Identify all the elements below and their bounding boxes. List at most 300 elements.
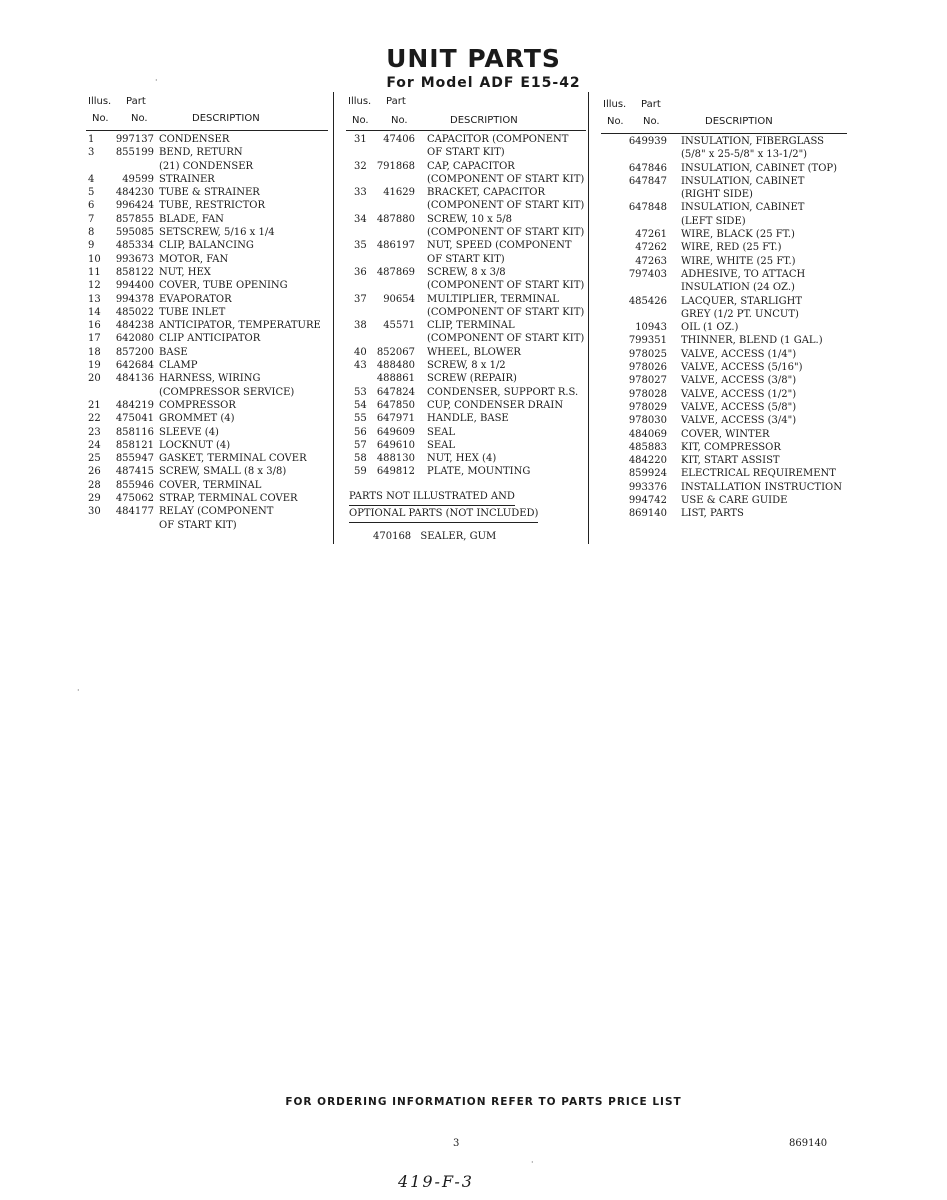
part-description: (COMPONENT OF START KIT) xyxy=(427,280,585,292)
part-description: OIL (1 OZ.) xyxy=(681,322,739,334)
table-row xyxy=(346,399,586,412)
part-description: BEND, RETURN xyxy=(159,147,243,159)
part-number: 484220 xyxy=(628,455,667,467)
part-description: STRAP, TERMINAL COVER xyxy=(159,493,298,505)
page-number: 3 xyxy=(453,1138,460,1149)
part-description: VALVE, ACCESS (3/4") xyxy=(681,415,797,427)
part-number: 791868 xyxy=(376,160,415,172)
illus-number: 19 xyxy=(88,360,101,372)
table-row xyxy=(86,239,328,252)
part-description: USE & CARE GUIDE xyxy=(681,495,788,507)
part-description: (COMPONENT OF START KIT) xyxy=(427,306,585,318)
part-description: CAPACITOR (COMPONENT xyxy=(427,134,569,145)
part-description: VALVE, ACCESS (1/2") xyxy=(681,388,797,400)
table-row xyxy=(346,239,586,252)
part-number: 858121 xyxy=(115,439,154,451)
parts-not-illustrated-note xyxy=(349,489,538,523)
part-number: 488480 xyxy=(376,360,415,372)
illus-number: 24 xyxy=(88,439,101,451)
table-row xyxy=(601,494,847,507)
part-number: 997137 xyxy=(115,134,154,145)
illus-number: 7 xyxy=(88,213,95,225)
part-description: (COMPRESSOR SERVICE) xyxy=(159,386,295,398)
scan-speck: · xyxy=(531,1158,534,1167)
table-row xyxy=(86,519,328,532)
part-number: 797403 xyxy=(628,268,667,280)
part-number: 855947 xyxy=(115,453,154,465)
part-number: 978030 xyxy=(628,415,667,427)
table-row xyxy=(601,228,847,241)
table-row xyxy=(86,279,328,292)
part-number: 45571 xyxy=(383,320,415,332)
table-row xyxy=(346,173,586,186)
part-description: COVER, WINTER xyxy=(681,428,770,440)
table-row xyxy=(86,386,328,399)
illus-number: 31 xyxy=(354,134,367,145)
illus-number: 33 xyxy=(354,187,367,199)
table-row xyxy=(601,135,847,148)
table-row xyxy=(86,213,328,226)
part-number: 978026 xyxy=(628,362,667,374)
gum-description: SEALER, GUM xyxy=(420,531,497,542)
illus-number: 16 xyxy=(88,320,101,332)
part-description: HANDLE, BASE xyxy=(427,413,509,425)
table-row xyxy=(601,481,847,494)
part-description: SCREW, 10 x 5/8 xyxy=(427,213,513,225)
part-description: SETSCREW, 5/16 x 1/4 xyxy=(159,227,275,239)
part-number: 10943 xyxy=(635,322,667,334)
illus-number: 26 xyxy=(88,466,101,478)
table-row xyxy=(601,308,847,321)
illus-number: 28 xyxy=(88,479,101,491)
part-description: GASKET, TERMINAL COVER xyxy=(159,453,307,465)
part-description: TUBE, RESTRICTOR xyxy=(159,200,265,212)
part-description: SEAL xyxy=(427,426,456,438)
part-number: 647847 xyxy=(628,175,667,187)
part-description: BRACKET, CAPACITOR xyxy=(427,187,545,199)
parts-column-2 xyxy=(346,96,586,479)
illus-number: 25 xyxy=(88,453,101,465)
part-number: 994378 xyxy=(115,293,154,305)
part-description: WHEEL, BLOWER xyxy=(427,346,521,358)
table-row xyxy=(346,359,586,372)
part-number: 869140 xyxy=(628,508,667,520)
illus-number: 32 xyxy=(354,160,367,172)
scan-speck: · xyxy=(77,686,80,695)
note-line-1: PARTS NOT ILLUSTRATED AND xyxy=(349,489,515,506)
table-row xyxy=(346,332,586,345)
parts-column-3 xyxy=(601,99,847,521)
part-description: THINNER, BLEND (1 GAL.) xyxy=(681,335,823,347)
part-description: ANTICIPATOR, TEMPERATURE xyxy=(159,320,321,332)
part-number: 485334 xyxy=(115,240,154,252)
part-number: 47263 xyxy=(635,255,667,267)
table-row xyxy=(601,348,847,361)
part-number: 484136 xyxy=(115,373,154,385)
gum-sealer-row xyxy=(373,531,496,542)
illus-number: 20 xyxy=(88,373,101,385)
table-row xyxy=(346,279,586,292)
part-description: INSULATION, CABINET xyxy=(681,175,805,187)
table-row xyxy=(601,255,847,268)
illus-number: 29 xyxy=(88,493,101,505)
part-description: VALVE, ACCESS (5/8") xyxy=(681,401,797,413)
illus-number: 9 xyxy=(88,240,95,252)
part-no-header: No. xyxy=(643,116,660,127)
illus-number: 37 xyxy=(354,293,367,305)
model-subtitle: For Model ADF E15-42 xyxy=(386,75,581,91)
table-row xyxy=(86,479,328,492)
illus-number: 43 xyxy=(354,360,367,372)
part-description: (COMPONENT OF START KIT) xyxy=(427,333,585,345)
illus-number: 11 xyxy=(88,266,101,278)
column-header xyxy=(86,96,328,131)
part-description: INSULATION, FIBERGLASS xyxy=(681,136,825,147)
document-number: 869140 xyxy=(789,1138,828,1149)
part-number: 90654 xyxy=(383,293,415,305)
gum-part-number: 470168 xyxy=(373,531,412,542)
description-header: DESCRIPTION xyxy=(705,116,773,127)
part-description: CUP, CONDENSER DRAIN xyxy=(427,399,564,411)
table-row xyxy=(346,439,586,452)
table-row xyxy=(601,428,847,441)
table-row xyxy=(601,441,847,454)
part-description: CLAMP xyxy=(159,360,198,372)
part-description: (COMPONENT OF START KIT) xyxy=(427,227,585,239)
table-row xyxy=(601,268,847,281)
part-description: GREY (1/2 PT. UNCUT) xyxy=(681,308,799,320)
part-description: SCREW, SMALL (8 x 3/8) xyxy=(159,466,287,478)
table-row xyxy=(86,146,328,159)
part-number: 647846 xyxy=(628,162,667,174)
page-title: UNIT PARTS xyxy=(386,44,561,73)
part-number: 978025 xyxy=(628,348,667,360)
note-line-2: OPTIONAL PARTS (NOT INCLUDED) xyxy=(349,506,538,523)
part-number: 485426 xyxy=(628,295,667,307)
table-row xyxy=(346,386,586,399)
part-description: GROMMET (4) xyxy=(159,413,235,425)
table-row xyxy=(346,266,586,279)
table-row xyxy=(601,374,847,387)
part-number: 488861 xyxy=(376,373,415,385)
table-row xyxy=(86,412,328,425)
table-row xyxy=(346,226,586,239)
table-row xyxy=(86,505,328,518)
part-number: 595085 xyxy=(115,227,154,239)
scan-speck: · xyxy=(155,76,158,85)
illus-number: 57 xyxy=(354,439,367,451)
table-row xyxy=(601,295,847,308)
description-header: DESCRIPTION xyxy=(450,115,518,126)
table-row xyxy=(86,399,328,412)
part-number: 487869 xyxy=(376,266,415,278)
illus-number: 22 xyxy=(88,413,101,425)
part-number: 855199 xyxy=(115,147,154,159)
part-description: CAP, CAPACITOR xyxy=(427,160,515,172)
table-row xyxy=(601,281,847,294)
description-header: DESCRIPTION xyxy=(192,113,260,124)
part-number: 978029 xyxy=(628,401,667,413)
part-description: WIRE, WHITE (25 FT.) xyxy=(681,255,796,267)
part-description: MOTOR, FAN xyxy=(159,253,229,265)
part-description: CLIP, BALANCING xyxy=(159,240,254,252)
part-number: 484238 xyxy=(115,320,154,332)
part-description: COMPRESSOR xyxy=(159,399,236,411)
part-number: 484230 xyxy=(115,187,154,199)
part-header: Part xyxy=(641,99,661,110)
table-row xyxy=(86,359,328,372)
table-row xyxy=(86,346,328,359)
part-description: SCREW, 8 x 3/8 xyxy=(427,266,506,278)
table-row xyxy=(86,160,328,173)
part-number: 994742 xyxy=(628,495,667,507)
part-number: 649610 xyxy=(376,439,415,451)
table-row xyxy=(86,426,328,439)
part-description: COVER, TERMINAL xyxy=(159,479,262,491)
part-number: 799351 xyxy=(628,335,667,347)
part-description: BLADE, FAN xyxy=(159,213,224,225)
part-description: EVAPORATOR xyxy=(159,293,232,305)
part-description: (5/8" x 25-5/8" x 13-1/2") xyxy=(681,149,808,161)
part-number: 857200 xyxy=(115,346,154,358)
part-number: 475041 xyxy=(115,413,154,425)
table-row xyxy=(601,334,847,347)
part-description: WIRE, RED (25 FT.) xyxy=(681,242,782,254)
part-description: SCREW, 8 x 1/2 xyxy=(427,360,506,372)
table-row xyxy=(86,319,328,332)
ordering-info-footer: FOR ORDERING INFORMATION REFER TO PARTS PRICE LIST xyxy=(285,1096,682,1108)
part-number: 485022 xyxy=(115,306,154,318)
part-number: 647850 xyxy=(376,399,415,411)
part-description: TUBE & STRAINER xyxy=(159,187,260,199)
part-description: (21) CONDENSER xyxy=(159,160,254,172)
table-row xyxy=(86,173,328,186)
parts-column-1 xyxy=(86,96,328,532)
part-number: 47261 xyxy=(635,229,667,241)
part-description: NUT, SPEED (COMPONENT xyxy=(427,240,572,252)
part-number: 852067 xyxy=(376,346,415,358)
table-row xyxy=(601,467,847,480)
part-description: STRAINER xyxy=(159,173,215,185)
part-description: RELAY (COMPONENT xyxy=(159,506,274,518)
table-row xyxy=(86,492,328,505)
part-number: 41629 xyxy=(383,187,415,199)
part-description: OF START KIT) xyxy=(427,253,505,265)
part-number: 649812 xyxy=(376,466,415,478)
part-no-header: No. xyxy=(131,113,148,124)
illus-number: 58 xyxy=(354,453,367,465)
part-description: (LEFT SIDE) xyxy=(681,215,746,227)
part-description: INSULATION (24 OZ.) xyxy=(681,282,795,294)
column-divider xyxy=(333,92,334,544)
table-row xyxy=(86,332,328,345)
part-number: 647971 xyxy=(376,413,415,425)
part-description: BASE xyxy=(159,346,188,358)
table-row xyxy=(86,439,328,452)
illus-number: 17 xyxy=(88,333,101,345)
table-row xyxy=(346,452,586,465)
part-no-header: No. xyxy=(391,115,408,126)
table-row xyxy=(601,507,847,520)
table-row xyxy=(346,426,586,439)
part-description: HARNESS, WIRING xyxy=(159,373,261,385)
illus-number: 13 xyxy=(88,293,101,305)
part-description: KIT, COMPRESSOR xyxy=(681,441,781,453)
illus-number: 14 xyxy=(88,306,101,318)
table-row xyxy=(601,414,847,427)
table-row xyxy=(346,346,586,359)
illus-number: 38 xyxy=(354,320,367,332)
table-row xyxy=(86,186,328,199)
illus-number: 6 xyxy=(88,200,95,212)
part-number: 642684 xyxy=(115,360,154,372)
illus-number: 55 xyxy=(354,413,367,425)
part-description: SEAL xyxy=(427,439,456,451)
part-description: CLIP ANTICIPATOR xyxy=(159,333,261,345)
part-number: 488130 xyxy=(376,453,415,465)
illus-number: 5 xyxy=(88,187,95,199)
illus-number: 34 xyxy=(354,213,367,225)
part-description: WIRE, BLACK (25 FT.) xyxy=(681,229,795,241)
illus-number: 3 xyxy=(88,147,95,159)
illus-number: 21 xyxy=(88,399,101,411)
part-number: 487880 xyxy=(376,213,415,225)
part-description: INSTALLATION INSTRUCTION xyxy=(681,481,842,493)
table-row xyxy=(601,148,847,161)
illus-number: 54 xyxy=(354,399,367,411)
table-row xyxy=(601,361,847,374)
part-description: VALVE, ACCESS (1/4") xyxy=(681,348,797,360)
illus-number: 8 xyxy=(88,227,95,239)
table-row xyxy=(346,465,586,478)
part-number: 487415 xyxy=(115,466,154,478)
table-row xyxy=(601,162,847,175)
table-row xyxy=(601,454,847,467)
part-description: LOCKNUT (4) xyxy=(159,439,231,451)
handwritten-note: 419-F-3 xyxy=(398,1172,474,1191)
part-number: 647848 xyxy=(628,202,667,214)
part-number: 484219 xyxy=(115,399,154,411)
part-number: 993376 xyxy=(628,481,667,493)
table-row xyxy=(601,388,847,401)
table-row xyxy=(346,186,586,199)
illus-number: 12 xyxy=(88,280,101,292)
part-description: CLIP, TERMINAL xyxy=(427,320,515,332)
part-description: ADHESIVE, TO ATTACH xyxy=(681,268,806,280)
part-description: OF START KIT) xyxy=(159,519,237,531)
illus-number: 36 xyxy=(354,266,367,278)
part-number: 858122 xyxy=(115,266,154,278)
table-row xyxy=(601,321,847,334)
part-description: OF START KIT) xyxy=(427,147,505,159)
table-row xyxy=(86,226,328,239)
part-number: 649939 xyxy=(628,136,667,147)
part-description: ELECTRICAL REQUIREMENT xyxy=(681,468,836,480)
part-number: 485883 xyxy=(628,441,667,453)
part-description: (COMPONENT OF START KIT) xyxy=(427,173,585,185)
table-row xyxy=(346,160,586,173)
table-row xyxy=(86,253,328,266)
table-row xyxy=(346,293,586,306)
part-description: INSULATION, CABINET xyxy=(681,202,805,214)
part-number: 978027 xyxy=(628,375,667,387)
table-row xyxy=(346,199,586,212)
part-description: VALVE, ACCESS (3/8") xyxy=(681,375,797,387)
part-description: LACQUER, STARLIGHT xyxy=(681,295,803,307)
table-row xyxy=(86,372,328,385)
illus-number: 18 xyxy=(88,346,101,358)
illus-number: 1 xyxy=(88,134,95,145)
part-number: 859924 xyxy=(628,468,667,480)
table-row xyxy=(346,412,586,425)
part-number: 857855 xyxy=(115,213,154,225)
part-header: Part xyxy=(386,96,406,107)
table-row xyxy=(346,213,586,226)
part-description: PLATE, MOUNTING xyxy=(427,466,531,478)
illus-number: 53 xyxy=(354,386,367,398)
part-number: 475062 xyxy=(115,493,154,505)
illus-no-header: No. xyxy=(607,116,624,127)
illus-header: Illus. xyxy=(88,96,112,107)
part-number: 47262 xyxy=(635,242,667,254)
table-row xyxy=(601,215,847,228)
illus-number: 23 xyxy=(88,426,101,438)
part-description: CONDENSER xyxy=(159,134,230,145)
table-row xyxy=(601,401,847,414)
part-number: 996424 xyxy=(115,200,154,212)
part-description: SCREW (REPAIR) xyxy=(427,373,517,385)
illus-number: 40 xyxy=(354,346,367,358)
table-row xyxy=(601,241,847,254)
part-header: Part xyxy=(126,96,146,107)
part-description: COVER, TUBE OPENING xyxy=(159,280,288,292)
part-description: TUBE INLET xyxy=(159,306,226,318)
illus-header: Illus. xyxy=(603,99,627,110)
part-description: NUT, HEX xyxy=(159,266,211,278)
part-number: 994400 xyxy=(115,280,154,292)
part-number: 484069 xyxy=(628,428,667,440)
part-number: 993673 xyxy=(115,253,154,265)
part-number: 486197 xyxy=(376,240,415,252)
part-description: INSULATION, CABINET (TOP) xyxy=(681,162,838,174)
illus-header: Illus. xyxy=(348,96,372,107)
part-description: NUT, HEX (4) xyxy=(427,453,497,465)
table-row xyxy=(86,452,328,465)
part-number: 855946 xyxy=(115,479,154,491)
part-description: CONDENSER, SUPPORT R.S. xyxy=(427,386,579,398)
illus-number: 10 xyxy=(88,253,101,265)
part-description: MULTIPLIER, TERMINAL xyxy=(427,293,559,305)
column-header xyxy=(601,99,847,134)
part-number: 858116 xyxy=(115,426,154,438)
table-row xyxy=(346,372,586,385)
table-row xyxy=(86,465,328,478)
part-number: 484177 xyxy=(115,506,154,518)
table-row xyxy=(601,188,847,201)
illus-number: 4 xyxy=(88,173,95,185)
part-description: (RIGHT SIDE) xyxy=(681,189,753,201)
part-number: 978028 xyxy=(628,388,667,400)
table-row xyxy=(346,133,586,146)
column-header xyxy=(346,96,586,131)
illus-number: 35 xyxy=(354,240,367,252)
part-description: VALVE, ACCESS (5/16") xyxy=(681,362,803,374)
part-description: SLEEVE (4) xyxy=(159,426,219,438)
table-row xyxy=(86,306,328,319)
column-divider xyxy=(588,92,589,544)
part-number: 649609 xyxy=(376,426,415,438)
part-description: KIT, START ASSIST xyxy=(681,455,780,467)
